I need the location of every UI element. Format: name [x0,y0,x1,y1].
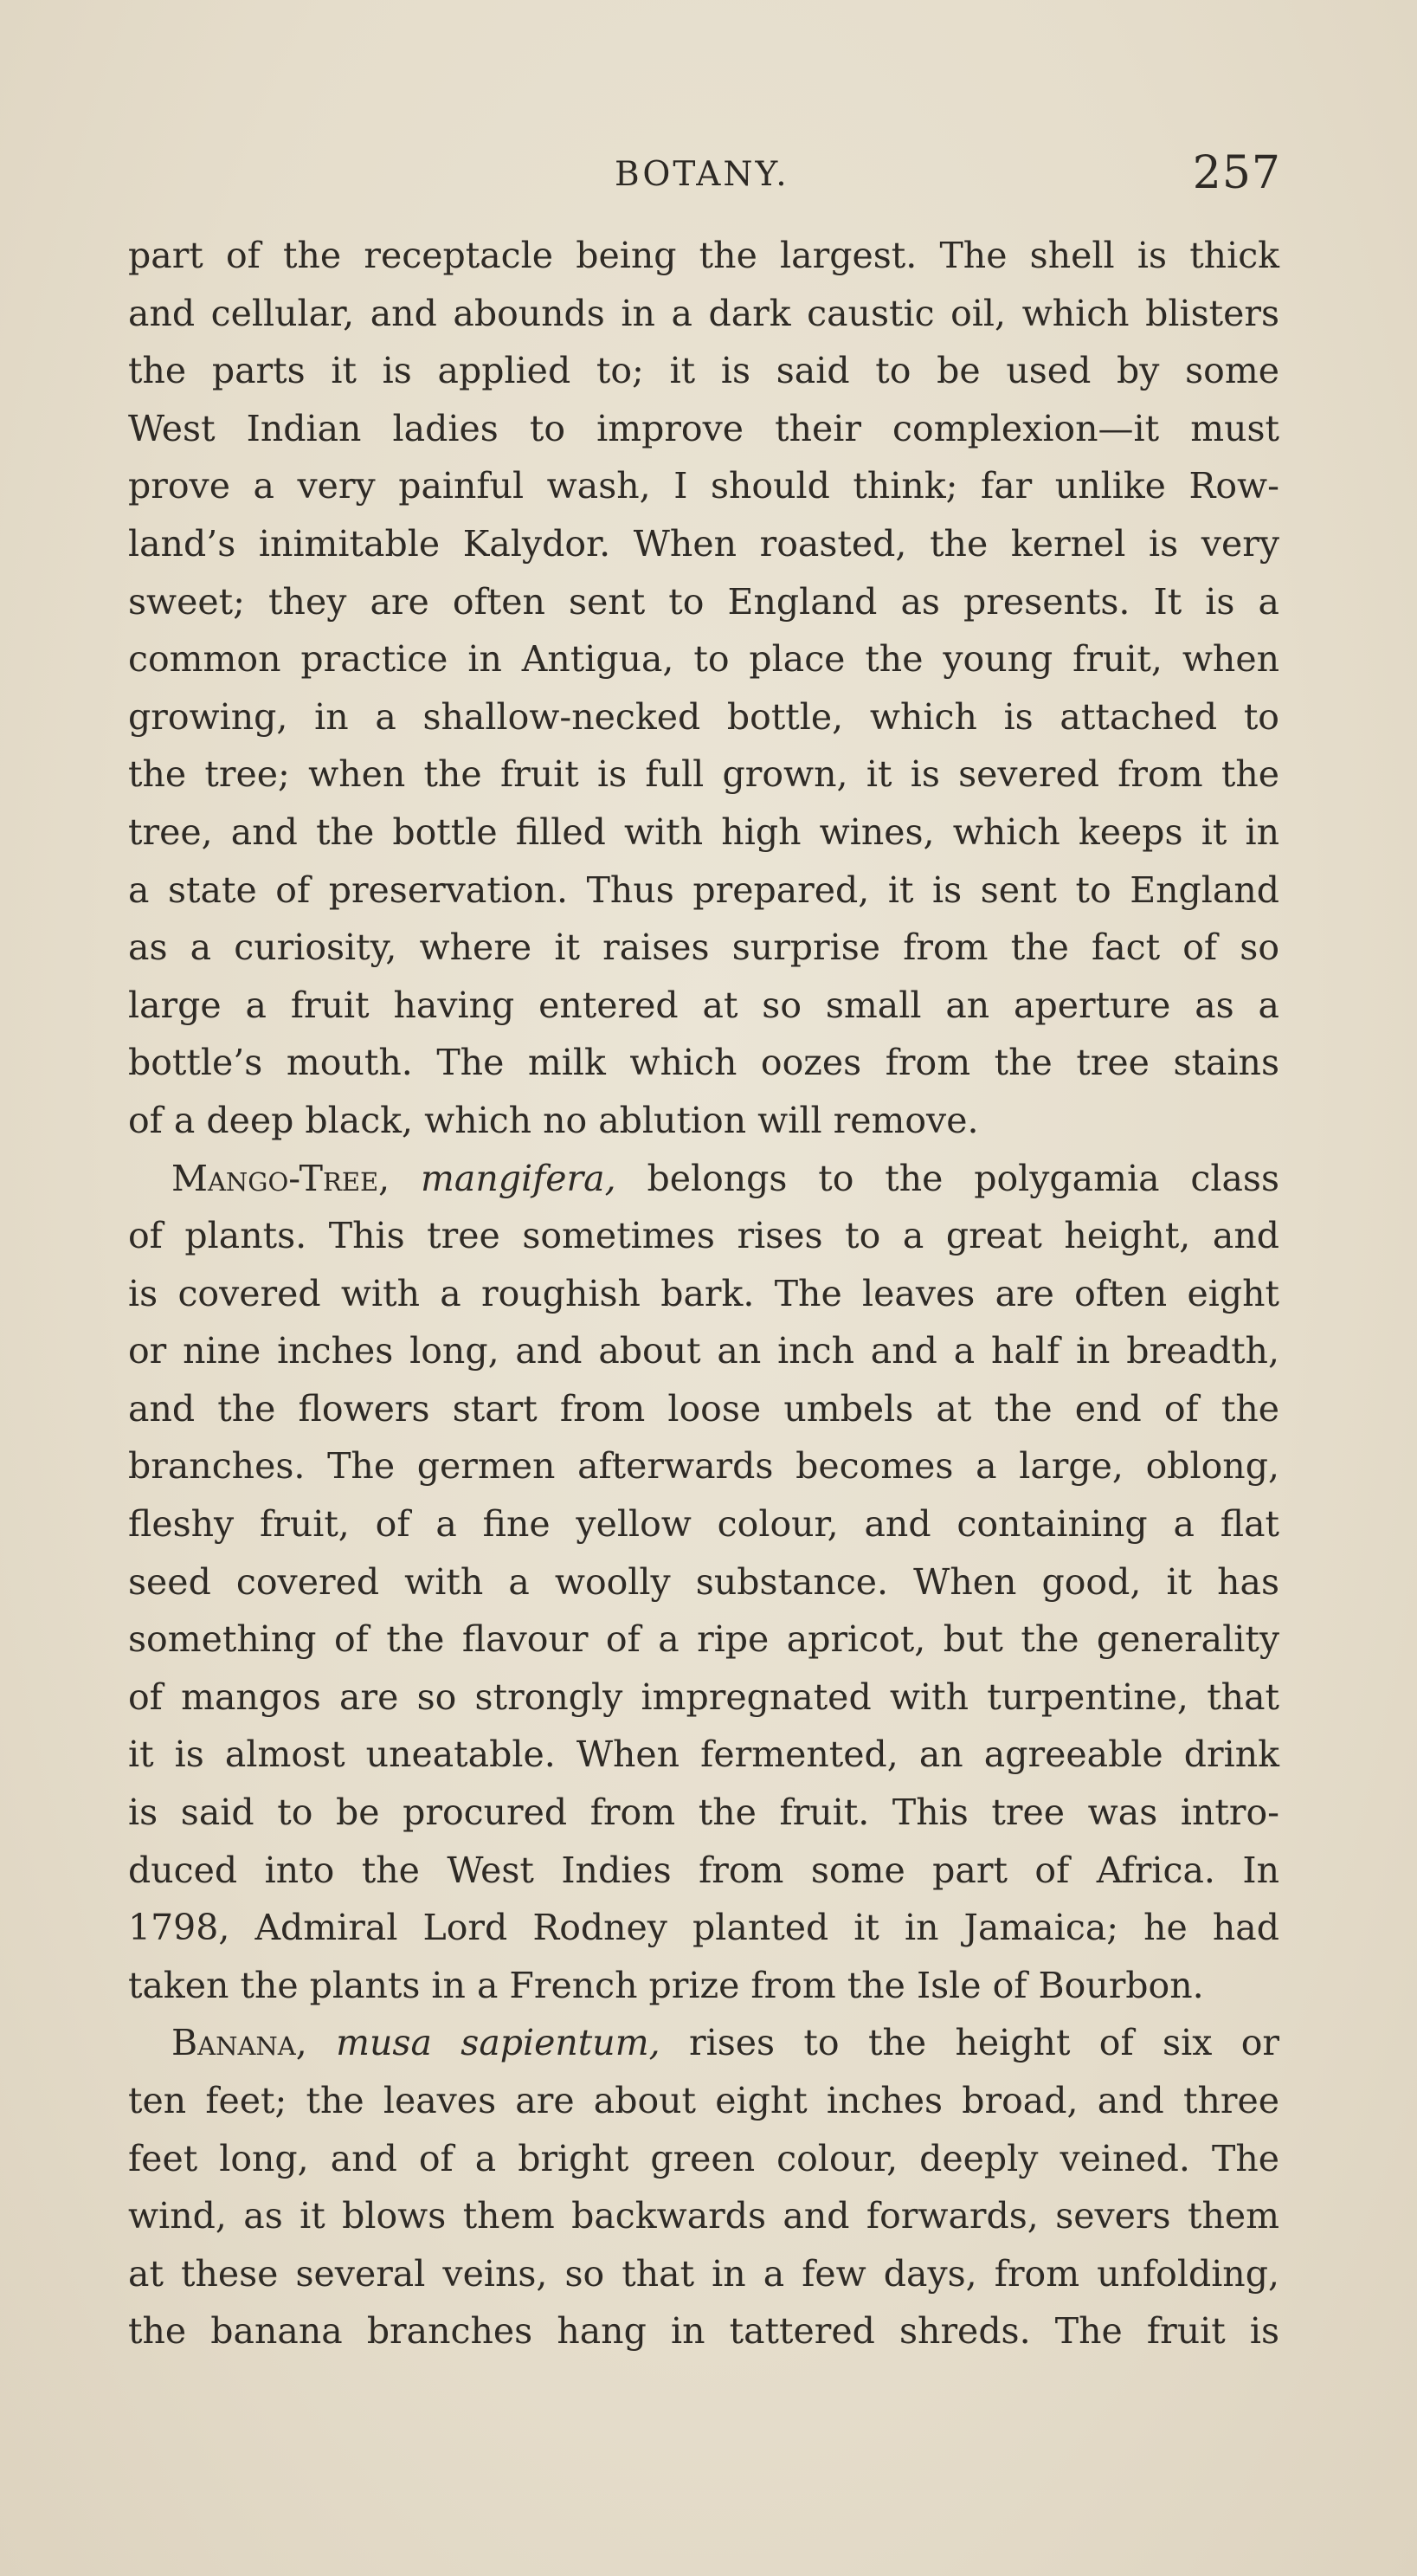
text-line: or nine inches long, and about an inch and a half in breadth, [128,1330,1279,1372]
text-line: feet long, and of a bright green colour, deeply veined. The [128,2137,1279,2179]
text-line: part of the receptacle being the largest. The shell is thick [128,235,1279,276]
text-line: wind, as it blows them backwards and forwards, severs them [128,2195,1279,2237]
text-line: of mangos are so strongly impregnated with turpentine, that [128,1675,1279,1718]
text-line: the parts it is applied to; it is said to be used by some [128,350,1279,392]
text-line: at these several veins, so that in a few days, from unfolding, [128,2252,1279,2295]
banana-term: Banana, [171,2022,307,2064]
text-line: fleshy fruit, of a fine yellow colour, and containing a flat [128,1503,1279,1546]
text-line: common practice in Antigua, to place the young fruit, when [128,638,1279,681]
text-line: and the flowers start from loose umbels at the end of the [128,1387,1279,1430]
text-line: West Indian ladies to improve their complexion—it must [128,407,1279,449]
text-line: large a fruit having entered at so small an aperture as a [128,984,1279,1026]
text-line: the banana branches hang in tattered shreds. The fruit is [128,2310,1279,2353]
text-line: tree, and the bottle filled with high wines, which keeps it in [128,810,1279,853]
mango-first-line-rest: belongs to the polygamia class [615,1157,1279,1199]
text-line: as a curiosity, where it raises surprise from the fact of so [128,926,1279,969]
mango-latin-name: mangifera, [421,1157,616,1199]
text-line: bottle’s mouth. The milk which oozes from the tree stains [128,1042,1279,1084]
text-line: duced into the West Indies from some part of Africa. In [128,1849,1279,1891]
mango-term: Mango-Tree, [171,1157,390,1199]
banana-first-line-rest: rises to the height of six or [660,2022,1279,2064]
banana-latin-name: musa sapientum, [336,2022,660,2064]
text-line: something of the flavour of a ripe apricot, but the generality [128,1618,1279,1661]
text-line: growing, in a shallow-necked bottle, which is attached to [128,695,1279,738]
page-number: 257 [1192,147,1281,199]
text-line: of a deep black, which no ablution will remove. [128,1099,979,1141]
text-line: land’s inimitable Kalydor. When roasted, the kernel is very [128,522,1279,565]
banana-paragraph-first-line [128,2014,1279,2072]
text-line: and cellular, and abounds in a dark caustic oil, which blisters [128,292,1279,334]
page-header [128,149,1279,201]
text-line: branches. The germen afterwards becomes a large, oblong, [128,1445,1279,1488]
body-text [128,227,1279,2360]
mango-paragraph-first-line [128,1150,1279,1208]
text-line: it is almost uneatable. When fermented, an agreeable drink [128,1733,1279,1776]
text-line: is said to be procured from the fruit. This tree was intro- [128,1792,1279,1834]
text-line: 1798, Admiral Lord Rodney planted it in Jamaica; he had [128,1907,1279,1949]
text-line: prove a very painful wash, I should think; far unlike Row- [128,465,1279,507]
text-line: the tree; when the fruit is full grown, it is severed from the [128,753,1279,796]
text-line: is covered with a roughish bark. The leaves are often eight [128,1272,1279,1314]
text-line: a state of preservation. Thus prepared, it is sent to England [128,868,1279,911]
running-head: BOTANY. [615,155,789,194]
text-line: of plants. This tree sometimes rises to a great height, and [128,1215,1279,1257]
text-line: seed covered with a woolly substance. When good, it has [128,1560,1279,1603]
text-line: taken the plants in a French prize from the Isle of Bourbon. [128,1964,1204,2006]
text-line: ten feet; the leaves are about eight inches broad, and three [128,2080,1279,2121]
text-line: sweet; they are often sent to England as presents. It is a [128,580,1279,623]
